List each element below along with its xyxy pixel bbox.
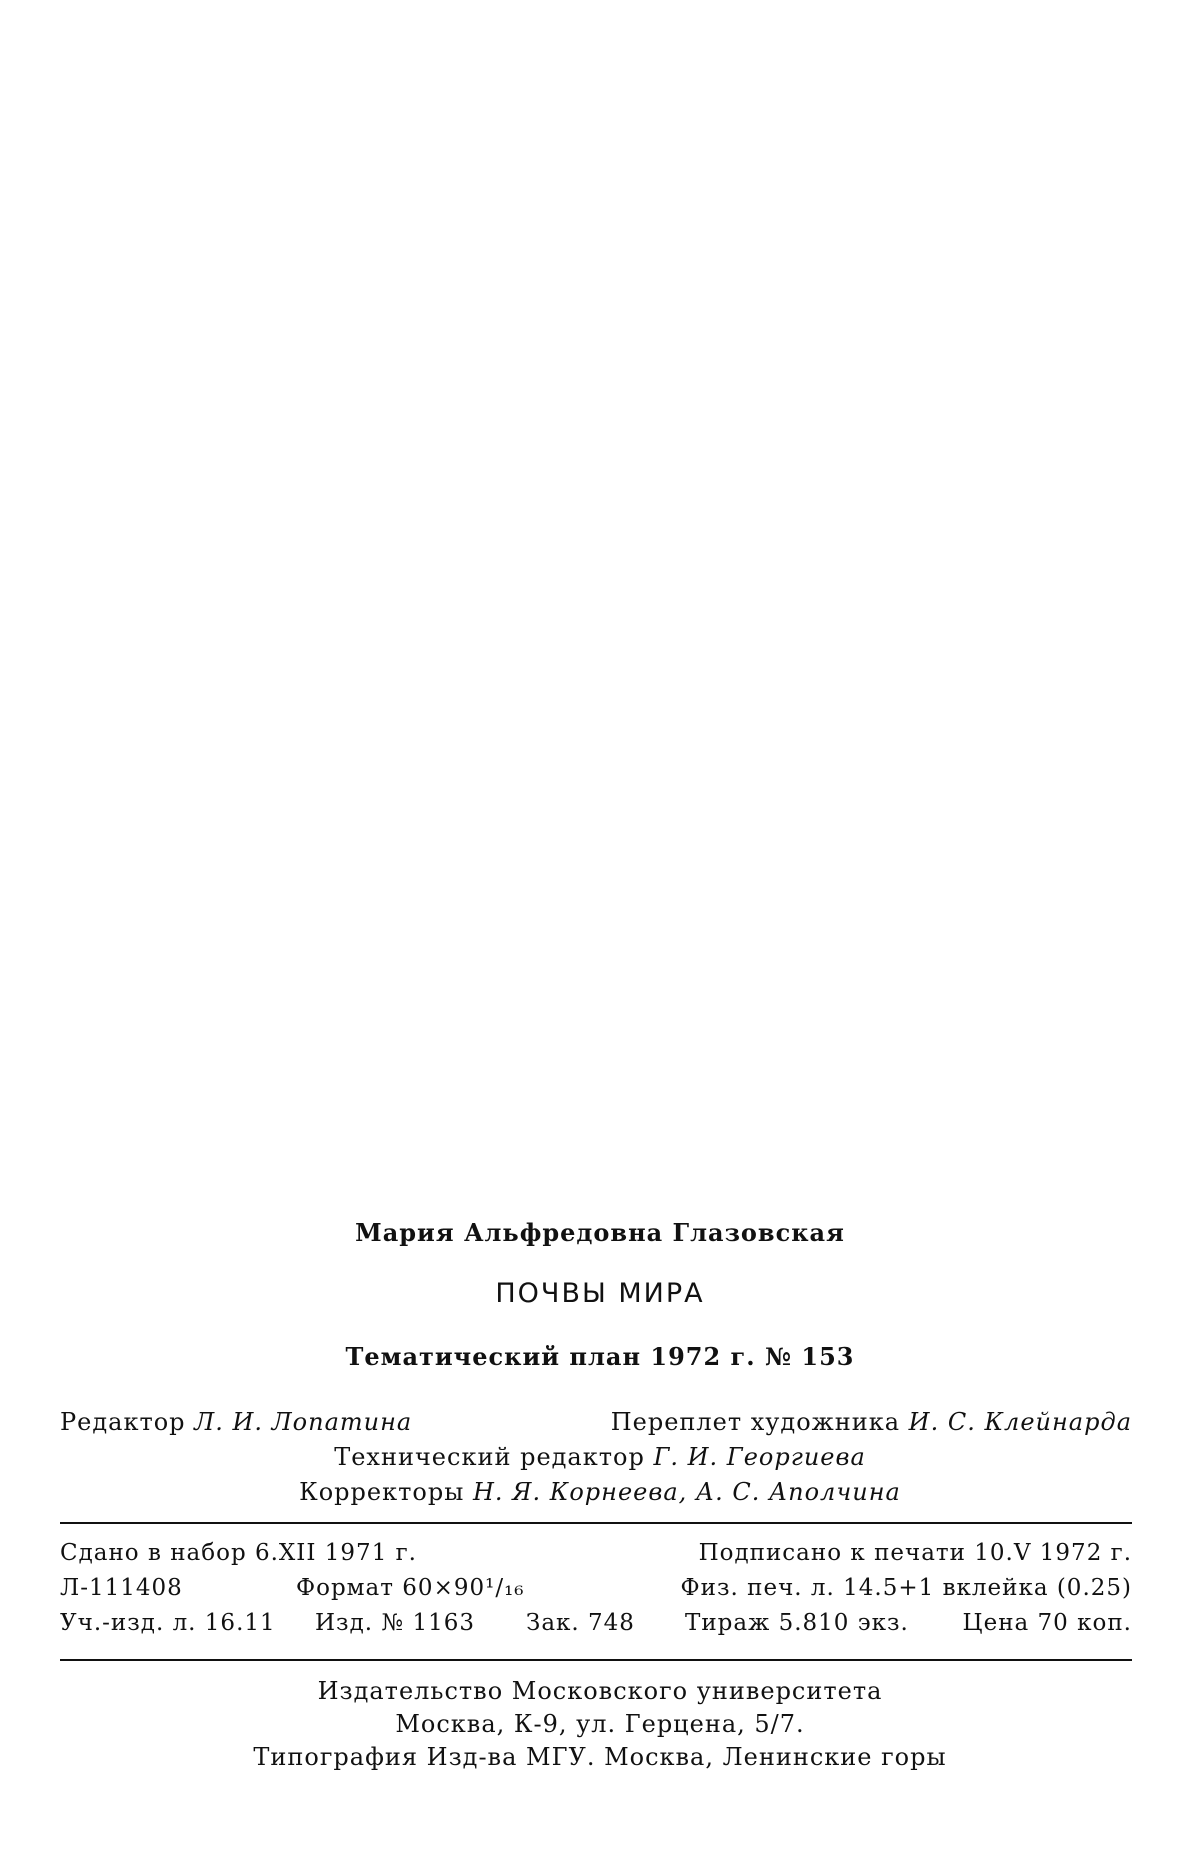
print-run: Тираж 5.810 экз. <box>685 1610 909 1636</box>
divider-top <box>60 1522 1132 1524</box>
author-name: Мария Альфредовна Глазовская <box>355 1218 845 1247</box>
price: Цена 70 коп. <box>962 1610 1132 1636</box>
proofreaders-label: Корректоры <box>299 1478 465 1506</box>
cover-artist-credit <box>611 1408 1132 1436</box>
technical-editor-label: Технический редактор <box>334 1443 645 1471</box>
proofreaders-credit <box>0 1478 1200 1506</box>
order-number: Зак. 748 <box>526 1610 635 1636</box>
technical-editor-credit <box>0 1443 1200 1471</box>
publication-number: Изд. № 1163 <box>315 1610 475 1636</box>
technical-editor-name: Г. И. Георгиева <box>653 1443 866 1471</box>
cover-label: Переплет художника <box>610 1408 901 1436</box>
printed-sheets: Физ. печ. л. 14.5+1 вклейка (0.25) <box>680 1575 1132 1601</box>
publishing-sheets: Уч.-изд. л. 16.11 <box>60 1610 276 1636</box>
editor-name: Л. И. Лопатина <box>194 1408 413 1436</box>
cover-artist-name: И. С. Клейнарда <box>908 1408 1132 1436</box>
editor-credit <box>60 1408 412 1436</box>
book-title: ПОЧВЫ МИРА <box>495 1278 705 1309</box>
proofreaders-names: Н. Я. Корнеева, А. С. Аполчина <box>472 1478 901 1506</box>
thematic-plan: Тематический план 1972 г. № 153 <box>345 1342 855 1371</box>
editor-label: Редактор <box>60 1408 186 1436</box>
divider-bottom <box>60 1659 1132 1661</box>
publisher-address: Москва, К-9, ул. Герцена, 5/7. <box>395 1710 805 1738</box>
license-number: Л-111408 <box>60 1575 183 1601</box>
typeset-date: Сдано в набор 6.XII 1971 г. <box>60 1540 417 1566</box>
paper-format: Формат 60×90¹/₁₆ <box>296 1575 525 1601</box>
printing-house: Типография Изд-ва МГУ. Москва, Ленинские горы <box>253 1743 947 1771</box>
signed-to-print-date: Подписано к печати 10.V 1972 г. <box>698 1540 1132 1566</box>
publisher-name: Издательство Московского университета <box>317 1677 883 1705</box>
